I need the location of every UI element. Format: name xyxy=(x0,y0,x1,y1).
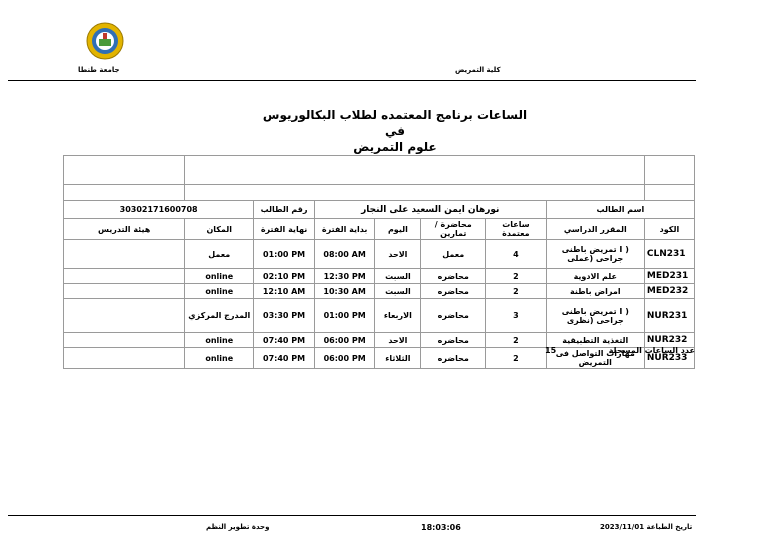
end-time: 01:00 PM xyxy=(254,240,315,269)
faculty-name: كلية التمريض xyxy=(455,66,501,74)
university-name: جامعة طنطا xyxy=(78,66,120,74)
place: online xyxy=(185,269,254,284)
blank-row-2 xyxy=(64,185,695,201)
start-time: 01:00 PM xyxy=(314,299,375,333)
session-type: محاضره xyxy=(421,299,486,333)
end-time: 02:10 PM xyxy=(254,269,315,284)
course-code: NUR232 xyxy=(644,333,694,348)
course-name: ( I تمريض باطنى جراحى (عملى xyxy=(546,240,644,269)
blank-row xyxy=(64,156,695,185)
day: الاربعاء xyxy=(375,299,421,333)
staff xyxy=(64,333,185,348)
day: السبت xyxy=(375,269,421,284)
day: الاحد xyxy=(375,333,421,348)
credit-hours: 2 xyxy=(486,333,547,348)
course-name: التغذية التطبيقية xyxy=(546,333,644,348)
title-line-2: علوم التمريض xyxy=(353,140,437,154)
title-line-1: الساعات برنامج المعتمده لطلاب البكالوريوس في xyxy=(262,108,528,138)
blank2-left xyxy=(64,185,185,201)
table-row xyxy=(64,284,695,299)
credit-hours: 2 xyxy=(486,348,547,369)
print-time: 18:03:06 xyxy=(421,523,461,532)
session-type: محاضره xyxy=(421,333,486,348)
col-header: اليوم xyxy=(375,219,421,240)
student-info-row xyxy=(64,201,695,219)
course-code: NUR231 xyxy=(644,299,694,333)
place: المدرج المركزي xyxy=(185,299,254,333)
start-time: 08:00 AM xyxy=(314,240,375,269)
course-code: MED231 xyxy=(644,269,694,284)
course-name: امراض باطنة xyxy=(546,284,644,299)
total-hours-label: عدد الساعات المسجلة xyxy=(608,346,695,355)
credit-hours: 2 xyxy=(486,269,547,284)
student-id-label: رقم الطالب xyxy=(254,201,315,219)
table-row xyxy=(64,269,695,284)
table-row xyxy=(64,299,695,333)
print-date: تاريخ الطباعة 2023/11/01 xyxy=(600,523,693,531)
student-name-label: اسم الطالب xyxy=(546,201,694,219)
blank2-right xyxy=(644,185,694,201)
staff xyxy=(64,240,185,269)
course-code: MED232 xyxy=(644,284,694,299)
student-id: 30302171600708 xyxy=(64,201,254,219)
student-name: نورهان ايمن السعيد على النجار xyxy=(314,201,546,219)
place: online xyxy=(185,348,254,369)
place: online xyxy=(185,284,254,299)
credit-hours: 4 xyxy=(486,240,547,269)
day: الثلاثاء xyxy=(375,348,421,369)
day: السبت xyxy=(375,284,421,299)
start-time: 12:30 PM xyxy=(314,269,375,284)
course-code: CLN231 xyxy=(644,240,694,269)
col-header: الكود xyxy=(644,219,694,240)
total-hours-value: 15 xyxy=(545,346,557,355)
schedule-table xyxy=(63,155,695,369)
staff xyxy=(64,348,185,369)
day: الاحد xyxy=(375,240,421,269)
col-header: بداية الفترة xyxy=(314,219,375,240)
place: online xyxy=(185,333,254,348)
footer-divider xyxy=(8,515,696,516)
systems-unit: وحدة تطوير النظم xyxy=(206,523,270,531)
col-header: المقرر الدراسي xyxy=(546,219,644,240)
page-title xyxy=(260,107,530,155)
end-time: 07:40 PM xyxy=(254,333,315,348)
blank-cell-left xyxy=(64,156,185,185)
table-row xyxy=(64,240,695,269)
table-row xyxy=(64,333,695,348)
end-time: 12:10 AM xyxy=(254,284,315,299)
end-time: 03:30 PM xyxy=(254,299,315,333)
header-row xyxy=(64,219,695,240)
session-type: محاضره xyxy=(421,269,486,284)
course-name: علم الادوية xyxy=(546,269,644,284)
course-code: NUR233 xyxy=(644,348,694,369)
session-type: محاضره xyxy=(421,348,486,369)
table-row xyxy=(64,348,695,369)
end-time: 07:40 PM xyxy=(254,348,315,369)
session-type: محاضره xyxy=(421,284,486,299)
staff xyxy=(64,299,185,333)
staff xyxy=(64,269,185,284)
university-logo xyxy=(86,22,124,60)
blank2-middle xyxy=(185,185,645,201)
credit-hours: 3 xyxy=(486,299,547,333)
start-time: 06:00 PM xyxy=(314,348,375,369)
col-header: محاضرة /تمارين xyxy=(421,219,486,240)
col-header: ساعات معتمدة xyxy=(486,219,547,240)
col-header: نهاية الفترة xyxy=(254,219,315,240)
start-time: 06:00 PM xyxy=(314,333,375,348)
blank-cell-middle xyxy=(185,156,645,185)
session-type: معمل xyxy=(421,240,486,269)
header-divider xyxy=(8,80,696,81)
col-header: هيئة التدريس xyxy=(64,219,185,240)
course-name: مهارات التواصل فى التمريض xyxy=(546,348,644,369)
col-header: المكان xyxy=(185,219,254,240)
start-time: 10:30 AM xyxy=(314,284,375,299)
course-name: ( I تمريض باطنى جراحى (نظرى xyxy=(546,299,644,333)
credit-hours: 2 xyxy=(486,284,547,299)
blank-cell-right xyxy=(644,156,694,185)
staff xyxy=(64,284,185,299)
place: معمل xyxy=(185,240,254,269)
